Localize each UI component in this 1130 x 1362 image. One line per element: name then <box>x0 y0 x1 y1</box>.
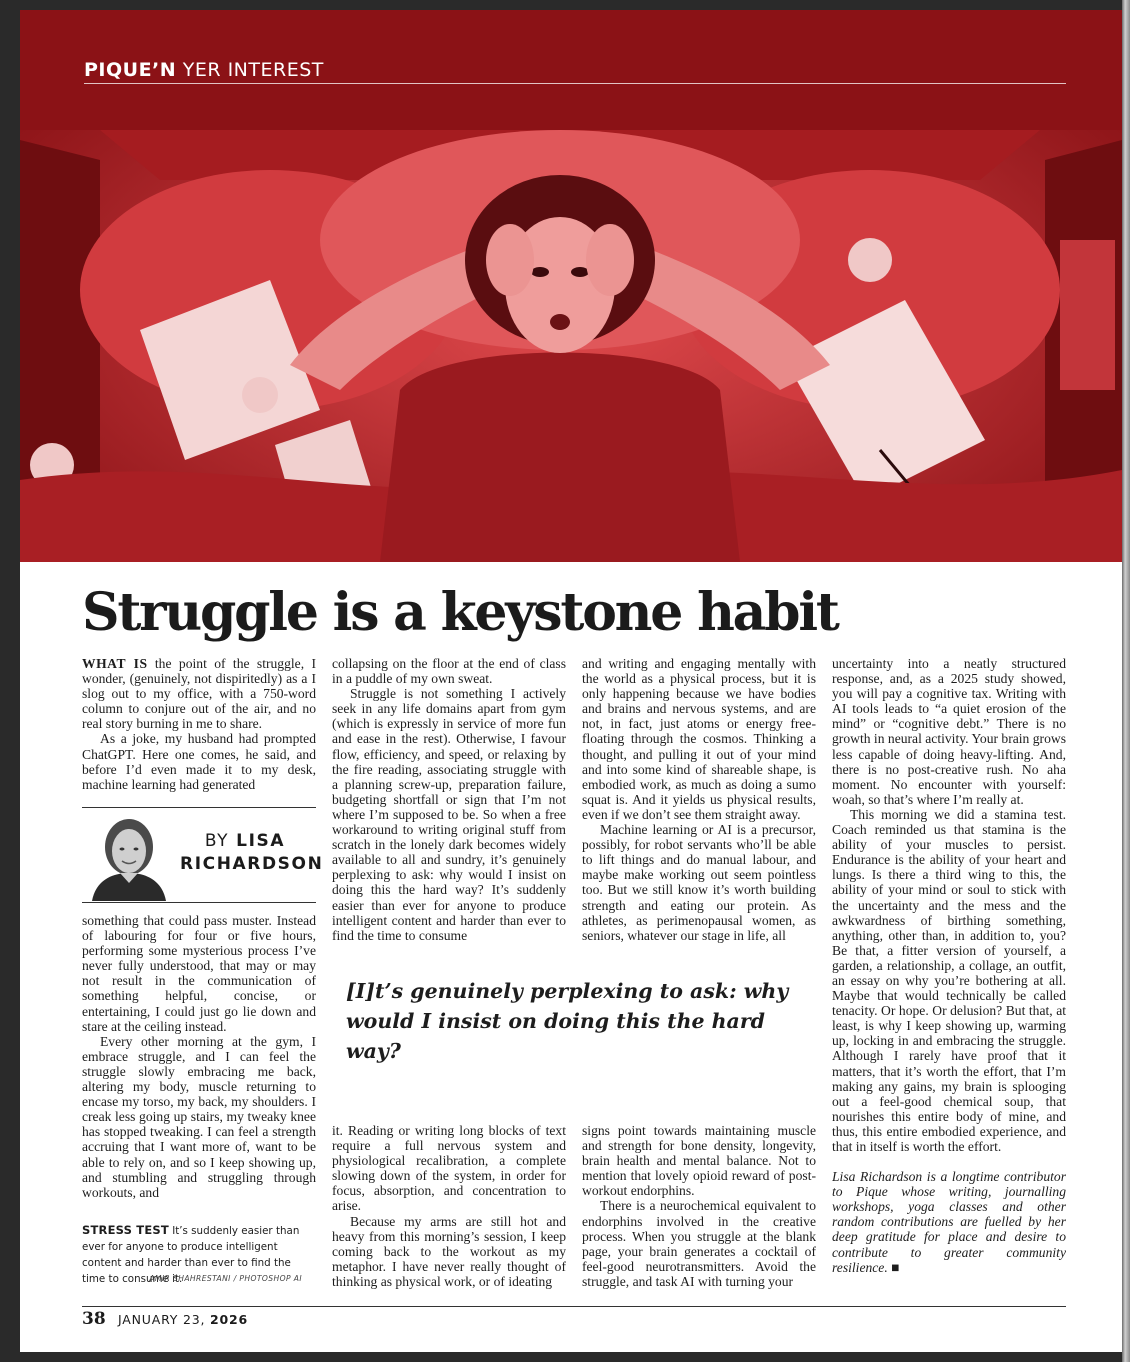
issue-date <box>118 1312 248 1327</box>
photo-credit: AMIR SHAHRESTANI / PHOTOSHOP AI <box>149 1274 302 1283</box>
magazine-page <box>20 10 1122 1352</box>
article-column-4 <box>832 656 1066 1296</box>
illustration-woman-in-bed <box>20 10 1122 562</box>
article-column-3-bottom <box>582 1123 816 1295</box>
caption-text: It’s suddenly easier than ever for anyone to produce intelligent content and harder than ever to find the time to consume it. <box>82 1225 300 1285</box>
author-photo <box>84 811 174 901</box>
article-paragraph: something that could pass muster. Instead of labouring for four or five hours, performing some mysterious process I’ve never fully understood, that may or may not result in the communication of something helpful, concise, or entertaining, I could just go lie down and stare at the ceiling instead. <box>82 913 316 1034</box>
byline-line-1 <box>180 830 310 853</box>
article-paragraph: it. Reading or writing long blocks of text require a full nervous system and physiological recalibration, a complete slowing down of the system, in order for focus, absorption, and concentration to arise. <box>332 1123 566 1214</box>
article-paragraph: Machine learning or AI is a precursor, possibly, for robot servants who’ll be able to lift things and do manual labour, and maybe make working out seem pointless too. But we still know it’s worth building strength and eating our protein. As athletes, as perimenopausal women, as seniors, whatever our stage in life, all <box>582 822 816 943</box>
article-column-3-top <box>582 656 816 946</box>
author-last-name: RICHARDSON <box>180 854 324 874</box>
footer-rule <box>82 1306 1066 1307</box>
article-column-2-bottom <box>332 1123 566 1295</box>
article-column-1-bottom <box>82 913 316 1208</box>
issue-year: 2026 <box>210 1312 249 1327</box>
author-bio <box>832 1169 1066 1275</box>
pull-quote: [I]t’s genuinely perplexing to ask: why would I insist on doing this the hard way? <box>346 979 789 1063</box>
section-label-bold: PIQUE’N <box>84 59 177 81</box>
byline-line-2 <box>180 853 324 876</box>
byline <box>180 830 324 876</box>
issue-date-text: JANUARY 23, <box>118 1312 211 1327</box>
headline: Struggle is a keystone habit <box>82 582 838 643</box>
article-paragraph: Because my arms are still hot and heavy from this morning’s session, I keep coming back to the workout as my metaphor. I have never really thought of thinking as physical work, or of ideating <box>332 1213 566 1289</box>
article-paragraph: Struggle is not something I actively seek in any life domains apart from gym (which is expressly in service of more fun and ease in the rest). Otherwise, I favour flow, efficiency, and speed, or relaxing by the fire reading, associating struggle with a planning screw-up, preparation failure, budgeting shortfall or sign that I’m not where I’m supposed to be. So when a free workaround to writing original stuff from scratch in the lonely dark becomes widely available to all and sundry, it’s genuinely perplexing to ask: why would I insist on doing this the hard way? It’s suddenly easier than ever for anyone to produce intelligent content and harder than ever to find the time to consume <box>332 686 566 943</box>
author-first-name: LISA <box>236 831 286 851</box>
article-paragraph: collapsing on the floor at the end of class in a puddle of my own sweat. <box>332 656 566 687</box>
page-edge <box>1122 0 1130 1362</box>
article-paragraph: This morning we did a stamina test. Coach reminded us that stamina is the ability of your muscles to persist. Endurance is the ability of your heart and lungs. Is there a third wing to this, the ability of your mind or soul to stick with the uncertainty and the mess and the awkwardness of birthing something, anything, other than, in addition to, you? Be that, a fitter version of yourself, a garden, a relationship, a collage, an outfit, an essay on why you’re bothering at all. Maybe that would technically be called tenacity. Or hope. Or delusion? But that, at least, is why I keep showing up, warming up, locking in and embracing the struggle. Although I rarely have proof that it matters, that it’s worth the effort, that I’m making any gains, my brain is splooging out a feel-good chemical soup, that nourishes this entire body of mine, and thus, this entire embodied experience, and that in itself is worth the effort. <box>832 806 1066 1154</box>
article-paragraph <box>82 656 316 731</box>
section-label-rest: YER INTEREST <box>176 59 324 81</box>
paragraph-text: the point of the struggle, I wonder, (genuinely, not dispiritedly) as a I slog out to my office, with a 750-word column to conjure out of the air, and no real story burning in me to share. <box>82 656 316 732</box>
article-paragraph: As a joke, my husband had prompted ChatGPT. Here one comes, he said, and before I’d even made it to my desk, machine learning had generated <box>82 731 316 792</box>
article-paragraph: There is a neurochemical equivalent to endorphins involved in the creative process. When you struggle at the blank page, your brain generates a cocktail of feel-good neurotransmitters. Avoid the struggle, and task AI with turning your <box>582 1198 816 1289</box>
byline-prefix: BY <box>204 831 237 851</box>
article-paragraph: and writing and engaging mentally with the world as a physical process, but it is only happening because we have bodies and brains and nervous systems, and are not, in fact, just atoms or energy free-floating through the cosmos. Thinking a thought, and pulling it out of your mind and into some kind of shareable shape, is embodied work, as much as doing a sumo squat is. And it yields us physical results, even if we don’t see them straight away. <box>582 656 816 822</box>
section-rule <box>84 83 1066 84</box>
article-paragraph: Every other morning at the gym, I embrace struggle, and I can feel the struggle slowly embracing me back, altering my body, muscle returning to encase my torso, my back, my shoulders. I creak less going up stairs, my tweaky knee has stopped tweaking. I can feel a strength accruing that I want more of, want to be able to rely on, and so I keep showing up, and stumbling and struggling through workouts, and <box>82 1033 316 1200</box>
lead-in: WHAT IS <box>82 656 148 671</box>
caption-label: STRESS TEST <box>82 1223 169 1237</box>
author-bio-text: Lisa Richardson is a longtime contributor to Pique whose writing, journalling workshops, yoga classes and other random contributions are fuelled by her deep gratitude for place and desire to contribute to greater community resilience. <box>832 1169 1066 1275</box>
article-column-1-top <box>82 656 316 802</box>
hero-illustration <box>20 10 1122 562</box>
article-paragraph: uncertainty into a neatly structured response, and, as a 2025 study showed, you will pay a cognitive tax. Writing with AI tools leads to “a quiet erosion of the mind” or “cognitive debt.” There is no growth in neural activity. Your brain grows less capable of doing heavy-lifting. And, there is no post-creative rush. No aha moment. No encounter with yourself: woah, so that’s where I’m really at. <box>832 656 1066 807</box>
section-label <box>84 59 324 81</box>
byline-rule <box>82 902 316 903</box>
article-paragraph: signs point towards maintaining muscle and strength for bone density, longevity, brain health and mental balance. Not to mention that lovely opioid reward of post-workout endorphins. <box>582 1123 816 1199</box>
page-number: 38 <box>82 1309 106 1329</box>
author-portrait <box>84 811 174 901</box>
end-mark: ■ <box>887 1259 900 1275</box>
byline-rule <box>82 807 316 808</box>
article-column-2-top <box>332 656 566 946</box>
